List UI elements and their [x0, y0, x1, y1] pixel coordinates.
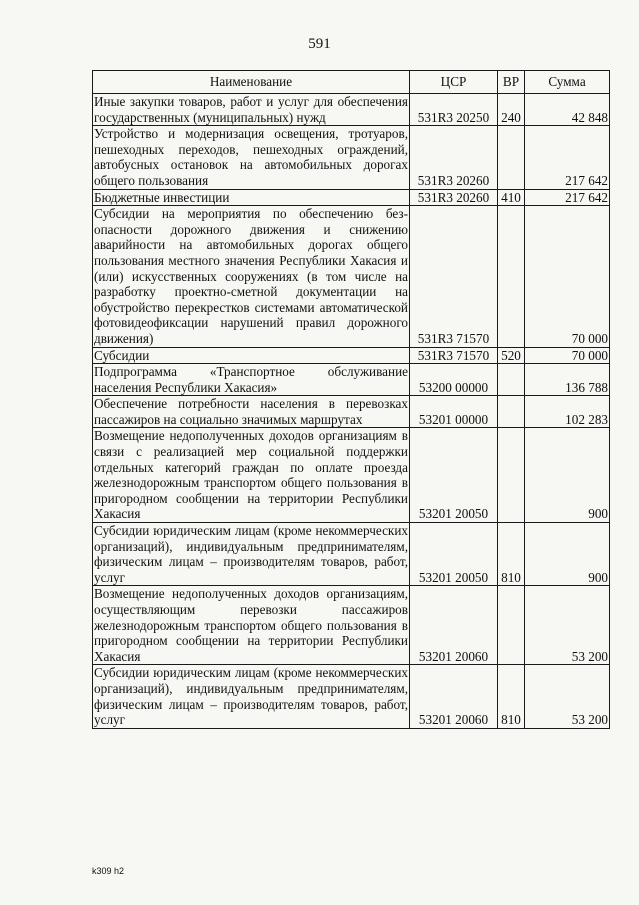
row-csr: 53201 20060	[410, 665, 498, 728]
row-vr: 240	[498, 94, 525, 126]
row-vr: 520	[498, 347, 525, 364]
row-sum: 217 642	[525, 126, 610, 189]
footer-code: k309 h2	[92, 866, 125, 876]
row-vr	[498, 126, 525, 189]
row-csr: 531R3 71570	[410, 347, 498, 364]
table-row	[93, 665, 610, 728]
row-name: Субсидии на мероприятия по обеспечению безопасности дорожного движения и снижению аварийности на автомобильных дорогах общего пользования местного значения Республики Хакасия и (или) искусственных сооружениях (в том числе на разработку проектно-сметной документации на обустройство перекрестков системами автоматической фотовидеофиксации нарушений правил дорожного движения)	[94, 206, 408, 346]
table-row	[93, 523, 610, 586]
row-name: Субсидии юридическим лицам (кроме некоммерческих организаций), индивидуальным предпринимателям, физическим лицам – производителям товаров, работ, услуг	[94, 665, 408, 728]
budget-table	[92, 70, 610, 729]
table-row	[93, 428, 610, 523]
table-row	[93, 347, 610, 364]
row-vr: 810	[498, 523, 525, 586]
row-name: Субсидии юридическим лицам (кроме некоммерческих организаций), индивидуальным предпринимателям, физическим лицам – производителям товаров, работ, услуг	[94, 523, 408, 585]
table-row	[93, 189, 610, 206]
row-csr: 53201 00000	[410, 396, 498, 428]
row-sum: 217 642	[525, 189, 610, 206]
row-name: Субсидии	[93, 347, 410, 364]
row-csr: 53201 20050	[410, 428, 498, 523]
row-vr	[498, 428, 525, 523]
row-sum: 102 283	[525, 396, 610, 428]
row-name: Бюджетные инвестиции	[93, 189, 410, 206]
row-name: Возмещение недополученных доходов организациям в связи с реализацией мер социальной поддержки отдельных категорий граждан по оплате проезда железнодорожным транспортом общего пользования в пригородном сообщении на территории Республики Хакасия	[94, 428, 408, 522]
row-csr: 531R3 71570	[410, 206, 498, 347]
row-name: Иные закупки товаров, работ и услуг для обеспечения государственных (муниципальных) нужд	[94, 94, 408, 125]
table-row	[93, 126, 610, 189]
header-csr: ЦСР	[410, 71, 498, 94]
row-csr: 53201 20050	[410, 523, 498, 586]
row-sum: 70 000	[525, 347, 610, 364]
row-sum: 136 788	[525, 364, 610, 396]
table-row	[93, 206, 610, 347]
row-vr	[498, 364, 525, 396]
table-row	[93, 396, 610, 428]
table-row	[93, 94, 610, 126]
row-name: Устройство и модернизация освещения, тротуаров, пешеходных переходов, пешеходных ограждений, автобусных остановок на автомобильных дорогах общего пользования	[94, 126, 408, 188]
row-sum: 900	[525, 523, 610, 586]
row-name: Возмещение недополученных доходов организациям, осуществляющим перевозки пассажиров железнодорожным транспортом общего пользования в пригородном сообщении на территории Республики Хакасия	[94, 586, 408, 664]
row-sum: 53 200	[525, 665, 610, 728]
row-csr: 53201 20060	[410, 586, 498, 665]
row-sum: 900	[525, 428, 610, 523]
row-csr: 53200 00000	[410, 364, 498, 396]
row-vr	[498, 206, 525, 347]
row-vr	[498, 586, 525, 665]
row-sum: 70 000	[525, 206, 610, 347]
header-sum: Сумма	[525, 71, 610, 94]
row-vr: 810	[498, 665, 525, 728]
table-header-row	[93, 71, 610, 94]
page-number: 591	[308, 36, 331, 52]
row-sum: 53 200	[525, 586, 610, 665]
row-vr	[498, 396, 525, 428]
row-vr: 410	[498, 189, 525, 206]
row-name: Подпрограмма «Транспортное обслуживание населения Республики Хакасия»	[94, 364, 408, 395]
row-sum: 42 848	[525, 94, 610, 126]
header-name: Наименование	[93, 71, 410, 94]
header-vr: ВР	[498, 71, 525, 94]
row-csr: 531R3 20260	[410, 189, 498, 206]
table-row	[93, 364, 610, 396]
row-csr: 531R3 20260	[410, 126, 498, 189]
row-name: Обеспечение потребности населения в перевозках пассажиров на социально значимых маршрутах	[94, 396, 408, 427]
table-row	[93, 586, 610, 665]
row-csr: 531R3 20250	[410, 94, 498, 126]
